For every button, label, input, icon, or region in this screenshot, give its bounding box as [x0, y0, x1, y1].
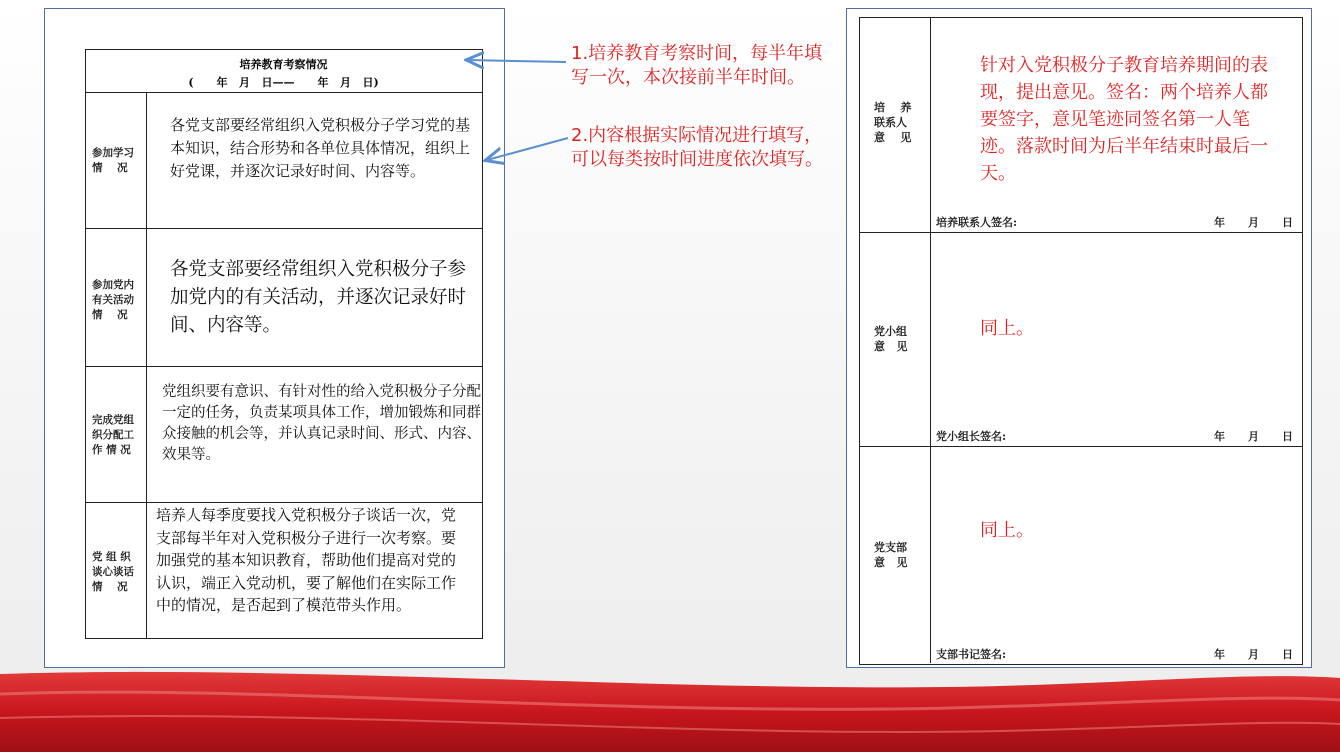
divider — [860, 446, 1302, 447]
red-ribbon-decoration — [0, 664, 1340, 752]
annotation-note-1: 1.培养教育考察时间，每半年填写一次，本次接前半年时间。 — [571, 43, 823, 88]
row-text-talks: 培养人每季度要找入党积极分子谈话一次，党支部每半年对入党积极分子进行一次考察。要加强党的基本知识教育，帮助他们提高对党的认识，端正入党动机，要了解他们在实际工作中的情况，是否起到了模范带头作用。 — [156, 506, 457, 614]
row-text-tasks: 党组织要有意识、有针对性的给入党积极分子分配一定的任务，负责某项具体工作，增加锻炼和同群众接触的机会等，并认真记录时间、形式、内容、效果等。 — [162, 384, 481, 463]
form-date-range: ( 年 月 日—— 年 月 日) — [188, 76, 379, 89]
column-divider — [930, 18, 931, 663]
row-label-branch: 党支部 意 见 — [874, 541, 908, 569]
divider — [860, 232, 1302, 233]
branch-secretary-signature-label: 支部书记签名: — [936, 648, 1007, 661]
right-document-panel — [846, 8, 1312, 668]
row-label-activities: 参加党内 有关活动 情 况 — [92, 279, 134, 321]
mentor-opinion-note: 针对入党积极分子教育培养期间的表现，提出意见。签名：两个培养人都要签字，意见笔迹同签名第一人笔迹。落款时间为后半年结束时最后一天。 — [980, 55, 1268, 184]
arrow-to-content — [487, 138, 568, 160]
mentor-signature-label: 培养联系人签名: — [936, 216, 1018, 229]
mentor-signature-date: 年 月 日 — [1214, 216, 1293, 229]
row-text-activities: 各党支部要经常组织入党积极分子参加党内的有关活动，并逐次记录好时间、内容等。 — [170, 259, 467, 336]
row-label-mentor: 培 养 联系人 意 见 — [874, 101, 912, 144]
group-signature-date: 年 月 日 — [1214, 430, 1293, 443]
branch-opinion-note: 同上。 — [980, 520, 1034, 541]
arrow-to-date — [468, 60, 566, 62]
row-label-study: 参加学习 情 况 — [92, 147, 134, 174]
opinion-form — [859, 17, 1303, 665]
group-leader-signature-label: 党小组长签名: — [936, 430, 1007, 443]
row-label-tasks: 完成党组 织分配工 作 情 况 — [92, 414, 134, 456]
group-opinion-note: 同上。 — [980, 318, 1034, 339]
row-text-study: 各党支部要经常组织入党积极分子学习党的基本知识，结合形势和各单位具体情况，组织上好党课，并逐次记录好时间、内容等。 — [170, 116, 471, 180]
row-label-talks: 党 组 织 谈心谈话 情 况 — [92, 551, 134, 593]
branch-signature-date: 年 月 日 — [1214, 648, 1293, 661]
row-label-group: 党小组 意 见 — [874, 325, 908, 353]
form-title: 培养教育考察情况 — [239, 58, 328, 71]
annotation-note-2: 2.内容根据实际情况进行填写，可以每类按时间进度依次填写。 — [571, 125, 823, 170]
